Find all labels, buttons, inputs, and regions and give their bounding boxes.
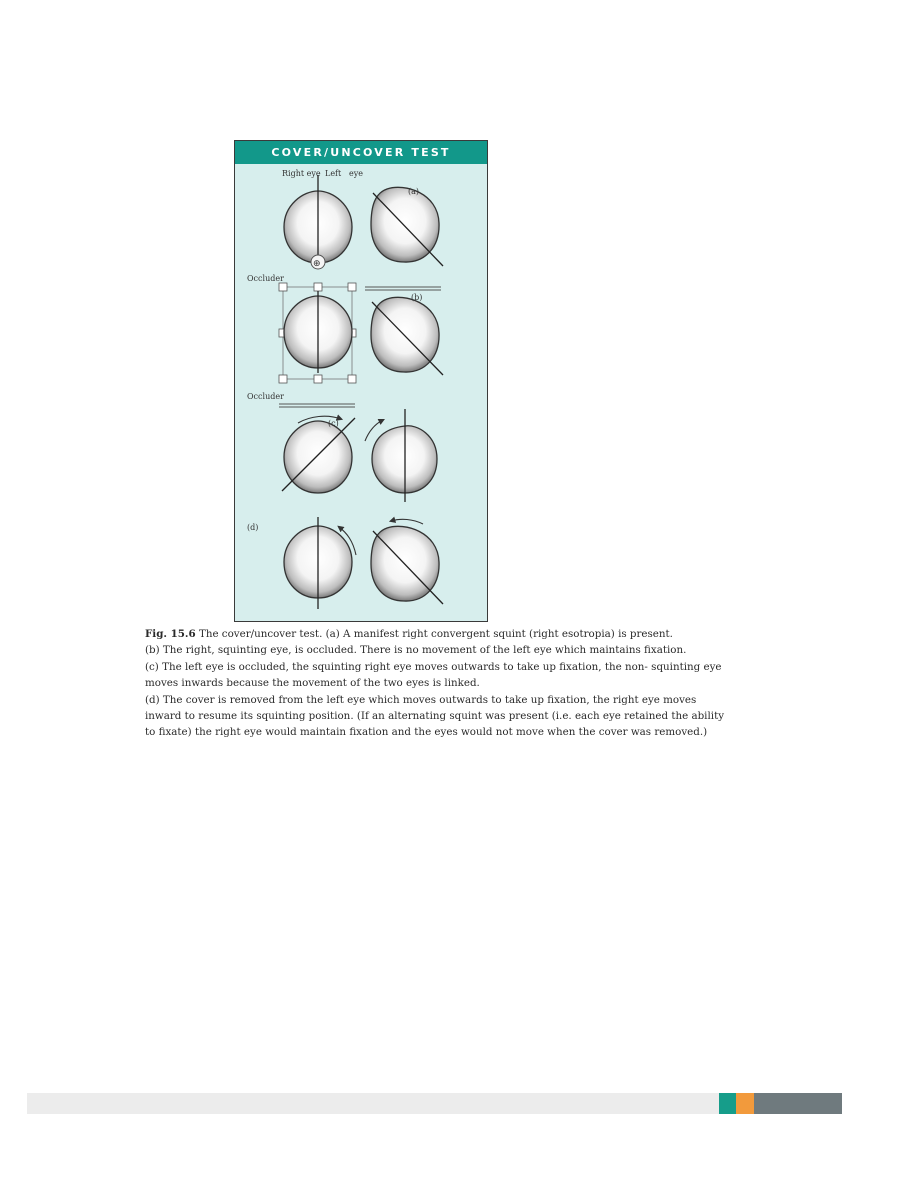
footer-orange-block bbox=[736, 1093, 754, 1114]
label-a: (a) bbox=[408, 187, 420, 196]
caption-para-d: (d) The cover is removed from the left eye which moves outwards to take up fixation, the right eye moves inward to resume its squinting position. (If an alternating squint was present (i.e. each eye retained the ability to fixate) the right eye would maintain fixation and the eyes would not move when the cover was removed.) bbox=[145, 693, 725, 739]
footer-teal-block bbox=[719, 1093, 736, 1114]
figure-title: COVER/UNCOVER TEST bbox=[235, 141, 487, 164]
label-eye: eye bbox=[349, 169, 363, 178]
selection-handle-br bbox=[348, 375, 356, 383]
label-d: (d) bbox=[247, 523, 259, 532]
selection-handle-tl bbox=[279, 283, 287, 291]
arrow-d-left bbox=[391, 519, 423, 524]
selection-handle-bl bbox=[279, 375, 287, 383]
selection-handle-bm bbox=[314, 375, 322, 383]
figure-illustration bbox=[235, 141, 489, 623]
figure-panel bbox=[234, 140, 488, 622]
label-left: Left bbox=[325, 169, 342, 178]
caption-line-a bbox=[145, 626, 725, 642]
label-c: (c) bbox=[328, 419, 339, 428]
label-occluder-1: Occluder bbox=[247, 274, 284, 283]
row-b bbox=[279, 283, 443, 383]
label-right-eye: Right eye bbox=[282, 169, 321, 178]
row-a bbox=[284, 175, 443, 269]
footer-grey-block bbox=[754, 1093, 842, 1114]
selection-handle-tm bbox=[314, 283, 322, 291]
row-c bbox=[282, 409, 437, 502]
caption-para-b: (b) The right, squinting eye, is occluded. There is no movement of the left eye which maintains fixation. bbox=[145, 644, 687, 657]
label-b: (b) bbox=[411, 293, 423, 302]
row-d bbox=[247, 517, 443, 609]
caption-fig-label: Fig. 15.6 bbox=[145, 628, 196, 640]
figure-caption bbox=[145, 626, 725, 741]
caption-a-text: The cover/uncover test. (a) A manifest right convergent squint (right esotropia) is present. bbox=[195, 628, 673, 640]
caption-para-c: (c) The left eye is occluded, the squinting right eye moves outwards to take up fixation, the non- squinting eye moves inwards because the movement of the two eyes is linked. bbox=[145, 660, 722, 690]
selection-handle-tr bbox=[348, 283, 356, 291]
cursor-target-glyph: ⊕ bbox=[313, 259, 321, 269]
label-occluder-2: Occluder bbox=[247, 392, 284, 401]
